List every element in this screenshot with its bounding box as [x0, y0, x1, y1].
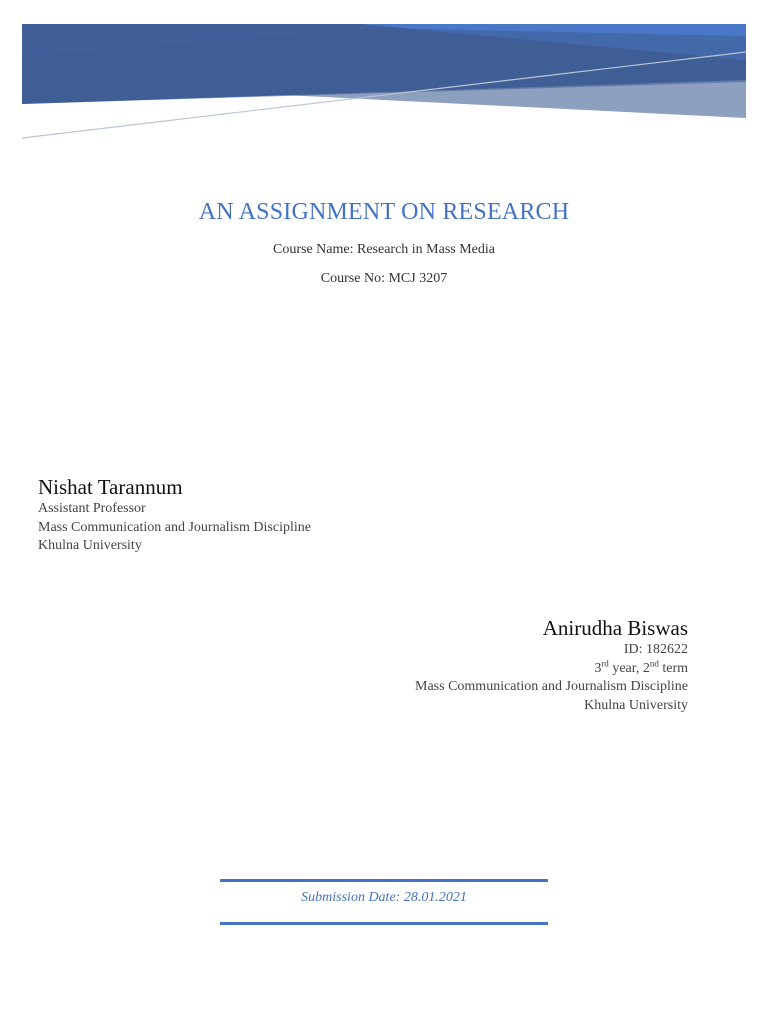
supervisor-name: Nishat Tarannum [38, 475, 183, 499]
term-suffix: nd [649, 657, 659, 668]
year-number: 3 [594, 660, 602, 676]
submission-date: Submission Date: 28.01.2021 [301, 890, 467, 905]
course-name: Course Name: Research in Mass Media [273, 242, 495, 257]
student-id: ID: 182622 [623, 642, 688, 657]
student-year-term [415, 657, 688, 679]
header-banner-graphic [0, 0, 768, 150]
student-name: Anirudha Biswas [542, 616, 688, 640]
student-block [415, 615, 688, 715]
supervisor-department: Mass Communication and Journalism Discipline [38, 519, 311, 535]
submission-date-box [220, 879, 548, 925]
supervisor-block [38, 474, 311, 556]
year-text: year, 2 [608, 660, 650, 676]
course-number: Course No: MCJ 3207 [320, 271, 448, 286]
supervisor-university: Khulna University [38, 538, 142, 553]
term-text: term [658, 660, 688, 676]
student-university: Khulna University [584, 697, 688, 713]
year-suffix: rd [601, 657, 609, 668]
student-department: Mass Communication and Journalism Discipline [415, 679, 688, 694]
page-title: AN ASSIGNMENT ON RESEARCH [198, 199, 570, 225]
supervisor-designation: Assistant Professor [38, 501, 146, 516]
